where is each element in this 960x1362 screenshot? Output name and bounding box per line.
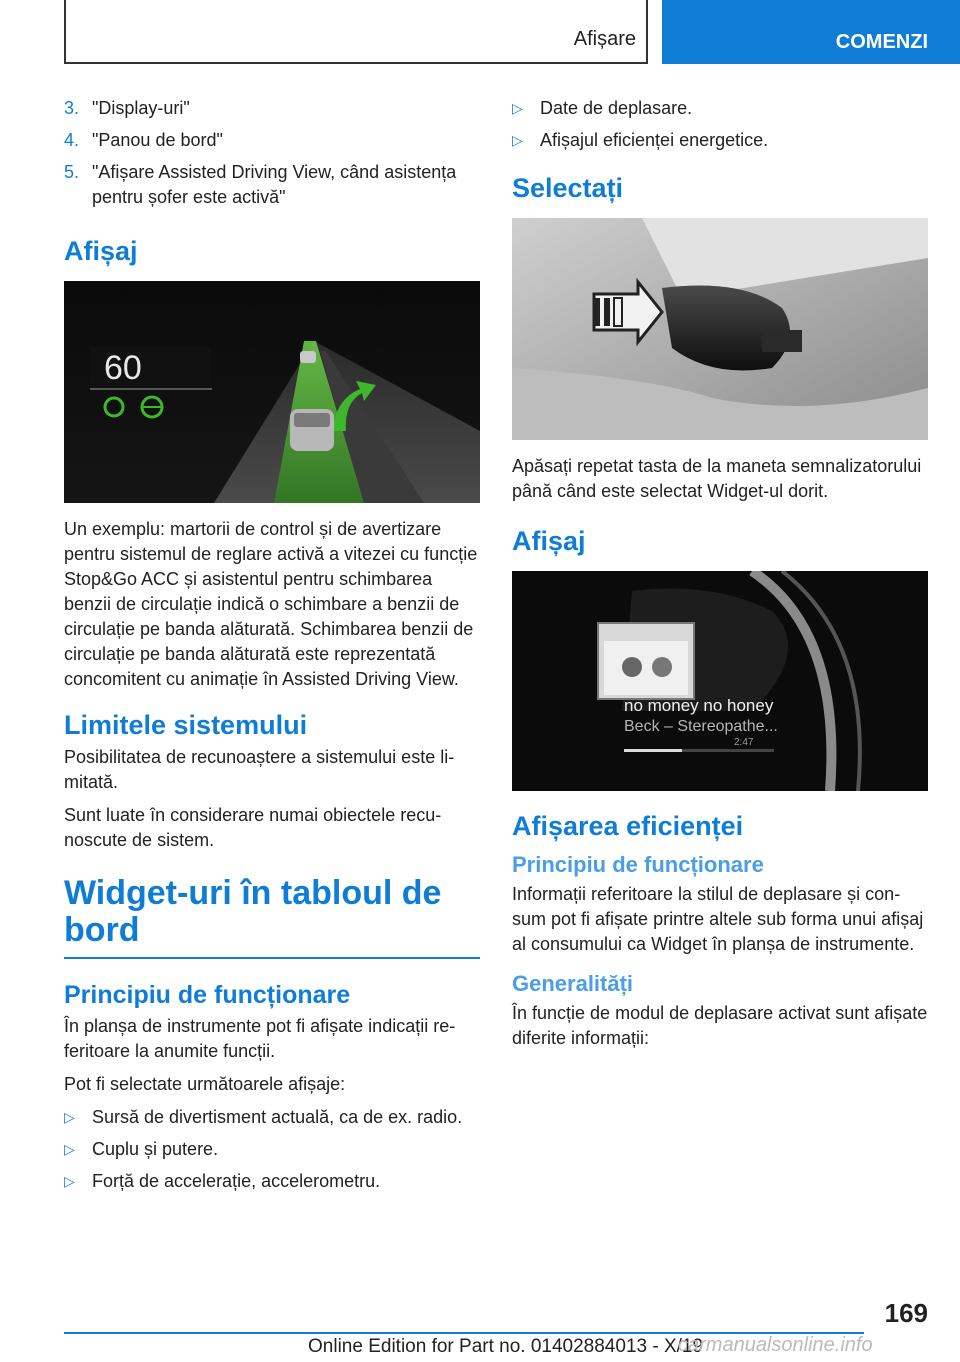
list-item-text: Forță de accelerație, accelerometru. <box>92 1171 381 1191</box>
select-heading: Selectați <box>512 173 624 203</box>
list-item-text: Afișajul eficienței energetice. <box>540 130 769 150</box>
list-item-text: Date de deplasare. <box>540 98 693 118</box>
track-artist: Beck – Stereopathe... <box>624 718 778 735</box>
widget-section-heading: Widget-uri în tabloul de bord <box>64 875 480 959</box>
triangle-bullet-icon: ▷ <box>64 1141 75 1157</box>
afisaj-heading: Afișaj <box>64 236 138 266</box>
header-chapter-tab <box>662 0 960 64</box>
limits-paragraph-1: Posibilitatea de recunoaștere a sistemului este limitată. <box>64 747 455 792</box>
edition-note: Online Edition for Part no. 01402884013 - X/19 <box>308 1336 704 1357</box>
caption-assisted-driving: Un exemplu: martorii de control și de avertizare pentru sistemul de reglare activă a vitezei cu funcție Stop&Go ACC și asistentul pentru schimbarea benzii de circulație indică o schimbare a benzii de circulație pe banda alăturată. Schimbarea benzii de circulație pe banda alăturată este reprezentată concomitent cu animație în Assisted Driving View. <box>64 519 478 689</box>
principle-heading: Principiu de funcționare <box>64 981 351 1009</box>
list-item <box>64 1137 480 1162</box>
item-number: 3. <box>64 98 80 118</box>
triangle-bullet-icon: ▷ <box>64 1173 75 1189</box>
stalk-button-image <box>512 218 928 440</box>
triangle-bullet-icon: ▷ <box>512 132 523 148</box>
list-item <box>512 96 928 121</box>
assisted-driving-illustration <box>64 281 480 503</box>
page-number: 169 <box>884 1298 928 1328</box>
efficiency-principle-heading: Principiu de funcționare <box>512 852 764 877</box>
item-text: "Panou de bord" <box>92 130 223 150</box>
principle-paragraph-1: În planșa de instrumente pot fi afișate indicații referitoare la anumite funcții. <box>64 1016 456 1061</box>
item-text: "Afișare Assisted Driving View, când asistența pentru șofer este activă" <box>92 162 457 207</box>
list-item-text: Sursă de divertisment actuală, ca de ex. radio. <box>92 1107 463 1127</box>
watermark: carmanualsonline.info <box>678 1334 873 1356</box>
numbered-item <box>64 96 480 121</box>
triangle-bullet-icon: ▷ <box>64 1109 75 1125</box>
triangle-bullet-icon: ▷ <box>512 100 523 116</box>
track-title: no money no honey <box>624 696 774 715</box>
item-text: "Display-uri" <box>92 98 190 118</box>
header-chapter-label: COMENZI <box>835 30 928 53</box>
header-section-title: Afișare <box>573 28 636 50</box>
header-frame <box>64 0 648 64</box>
general-paragraph: În funcție de modul de deplasare activat sunt afișate diferite informații: <box>512 1003 928 1048</box>
principle-paragraph-2: Pot fi selectate următoarele afișaje: <box>64 1074 346 1094</box>
list-item <box>64 1169 480 1194</box>
track-time: 2:47 <box>734 737 754 748</box>
efficiency-heading: Afișarea eficienței <box>512 811 744 841</box>
numbered-item <box>64 160 480 210</box>
select-paragraph: Apăsați repetat tasta de la maneta semnalizatorului până când este selectat Widget-ul dorit. <box>512 456 922 501</box>
list-item <box>64 1105 480 1130</box>
general-heading: Generalități <box>512 971 634 996</box>
limits-heading: Limitele sistemului <box>64 710 308 740</box>
afisaj-heading-right: Afișaj <box>512 526 586 556</box>
speed-readout: 60 <box>104 349 142 387</box>
numbered-item <box>64 128 480 153</box>
item-number: 5. <box>64 162 80 182</box>
limits-paragraph-2: Sunt luate în considerare numai obiectele recunoscute de sistem. <box>64 805 442 850</box>
entertainment-widget-image <box>512 571 928 791</box>
right-column <box>512 96 928 1059</box>
list-item <box>512 128 928 153</box>
list-item-text: Cuplu și putere. <box>92 1139 219 1159</box>
entertainment-widget-illustration <box>512 571 928 791</box>
assisted-driving-image <box>64 281 480 503</box>
left-column <box>64 96 480 1201</box>
stalk-button-illustration <box>512 218 928 440</box>
efficiency-principle-paragraph: Informații referitoare la stilul de deplasare și consum pot fi afișate printre altele sub forma unui afișaj al consumului ca Widget în planșa de instrumente. <box>512 884 924 954</box>
item-number: 4. <box>64 130 80 150</box>
